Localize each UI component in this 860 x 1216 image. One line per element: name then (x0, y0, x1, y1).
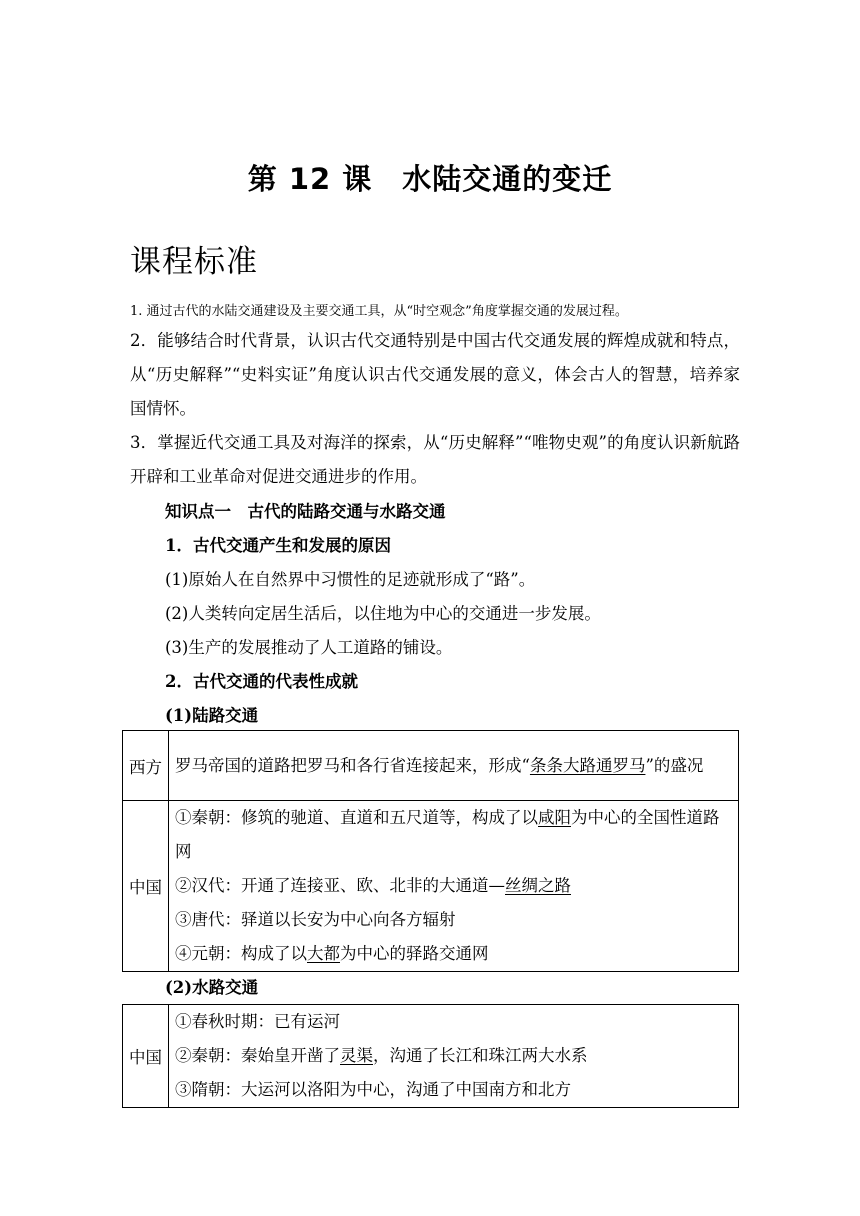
china-water-cell (169, 1005, 739, 1108)
qin-water-underlined: 灵渠 (340, 1046, 373, 1065)
west-underlined: 条条大路通罗马 (529, 755, 646, 775)
table-row (123, 801, 739, 972)
subheading-reasons: 1．古代交通产生和发展的原因 (165, 536, 391, 555)
row-label-west: 西方 (123, 731, 169, 801)
standard-item-1: 1. 通过古代的水陆交通建设及主要交通工具，从“时空观念”角度掌握交通的发展过程。 (130, 304, 628, 319)
qin-land-underlined: 咸阳 (538, 808, 571, 827)
han-pre: ②汉代：开通了连接亚、欧、北非的大通道— (175, 876, 505, 895)
section-heading: 课程标准 (130, 244, 258, 280)
row-label-china-water: 中国 (123, 1005, 169, 1108)
yuan-pre: ④元朝：构成了以 (175, 944, 307, 963)
reason-item-1: (1)原始人在自然界中习惯性的足迹就形成了“路”。 (165, 570, 536, 589)
reason-item-3: (3)生产的发展推动了人工道路的铺设。 (165, 638, 453, 657)
standard-item-2: 2．能够结合时代背景，认识古代交通特别是中国古代交通发展的辉煌成就和特点，从“历史解释”“史料实证”角度认识古代交通发展的意义，体会古人的智慧，培养家国情怀。 (130, 331, 740, 418)
qin-land-post: 为中心的全国性道路网 (175, 808, 720, 861)
sui-line: ③隋朝：大运河以洛阳为中心，沟通了中国南方和北方 (175, 1080, 571, 1099)
lesson-title: 第 12 课 水陆交通的变迁 (247, 162, 613, 196)
standard-item-3: 3．掌握近代交通工具及对海洋的探索，从“历史解释”“唯物史观”的角度认识新航路开辟和工业革命对促进交通进步的作用。 (130, 433, 740, 486)
table-row (123, 731, 739, 801)
table-row (123, 1005, 739, 1108)
knowledge-heading: 知识点一 古代的陆路交通与水路交通 (165, 502, 446, 521)
qin-land-pre: ①秦朝：修筑的驰道、直道和五尺道等，构成了以 (175, 808, 538, 827)
yuan-underlined: 大都 (307, 944, 340, 963)
land-transport-label: (1)陆路交通 (165, 706, 259, 725)
water-transport-label: (2)水路交通 (165, 978, 259, 997)
china-land-cell (169, 801, 739, 972)
west-text-post: ”的盛况 (645, 755, 704, 775)
west-cell (169, 731, 739, 801)
row-label-china: 中国 (123, 801, 169, 972)
reason-item-2: (2)人类转向定居生活后，以住地为中心的交通进一步发展。 (165, 604, 601, 623)
land-transport-table (122, 730, 739, 972)
west-text-pre: 罗马帝国的道路把罗马和各行省连接起来，形成“ (175, 755, 530, 775)
subheading-achievements: 2．古代交通的代表性成就 (165, 672, 358, 691)
qin-water-pre: ②秦朝：秦始皇开凿了 (175, 1046, 340, 1065)
han-underlined: 丝绸之路 (505, 876, 571, 895)
yuan-post: 为中心的驿路交通网 (340, 944, 489, 963)
water-transport-table (122, 1004, 739, 1108)
tang-line: ③唐代：驿道以长安为中心向各方辐射 (175, 910, 456, 929)
qin-water-post: ，沟通了长江和珠江两大水系 (373, 1046, 588, 1065)
chunqiu-line: ①春秋时期：已有运河 (175, 1012, 340, 1031)
